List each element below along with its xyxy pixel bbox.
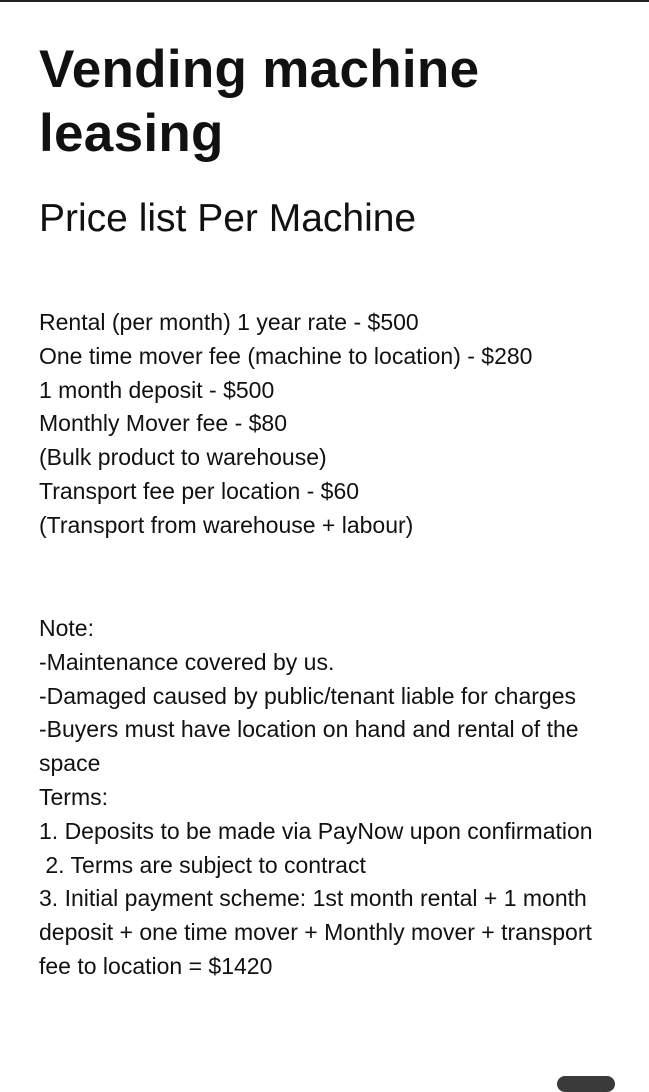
note-item: -Buyers must have location on hand and rental of the space	[39, 716, 579, 777]
term-item: 1. Deposits to be made via PayNow upon confirmation	[39, 817, 593, 844]
price-line-transport-fee: Transport fee per location - $60	[39, 477, 360, 504]
price-line-monthly-mover-note: (Bulk product to warehouse)	[39, 444, 327, 471]
price-line-deposit: 1 month deposit - $500	[39, 376, 275, 403]
term-item: 3. Initial payment scheme: 1st month rental + 1 month deposit + one time mover + Monthly mover + transport fee to location = $1420	[39, 885, 592, 979]
price-line-transport-note: (Transport from warehouse + labour)	[39, 511, 414, 538]
price-line-rental: Rental (per month) 1 year rate - $500	[39, 309, 419, 335]
terms-heading: Terms:	[39, 783, 108, 810]
top-border-line	[0, 0, 649, 2]
document-subtitle: Price list Per Machine	[39, 197, 417, 240]
notes-and-terms	[39, 612, 614, 984]
note-heading: Note:	[39, 615, 94, 641]
price-list	[39, 306, 532, 543]
document-title: Vending machine leasing	[39, 40, 480, 163]
price-line-mover-fee: One time mover fee (machine to location) - $280	[39, 342, 533, 369]
note-item: -Maintenance covered by us.	[39, 648, 335, 675]
note-item: -Damaged caused by public/tenant liable for charges	[39, 682, 576, 709]
scroll-indicator	[557, 1076, 615, 1092]
price-line-monthly-mover: Monthly Mover fee - $80	[39, 410, 288, 437]
term-item: 2. Terms are subject to contract	[39, 851, 366, 878]
